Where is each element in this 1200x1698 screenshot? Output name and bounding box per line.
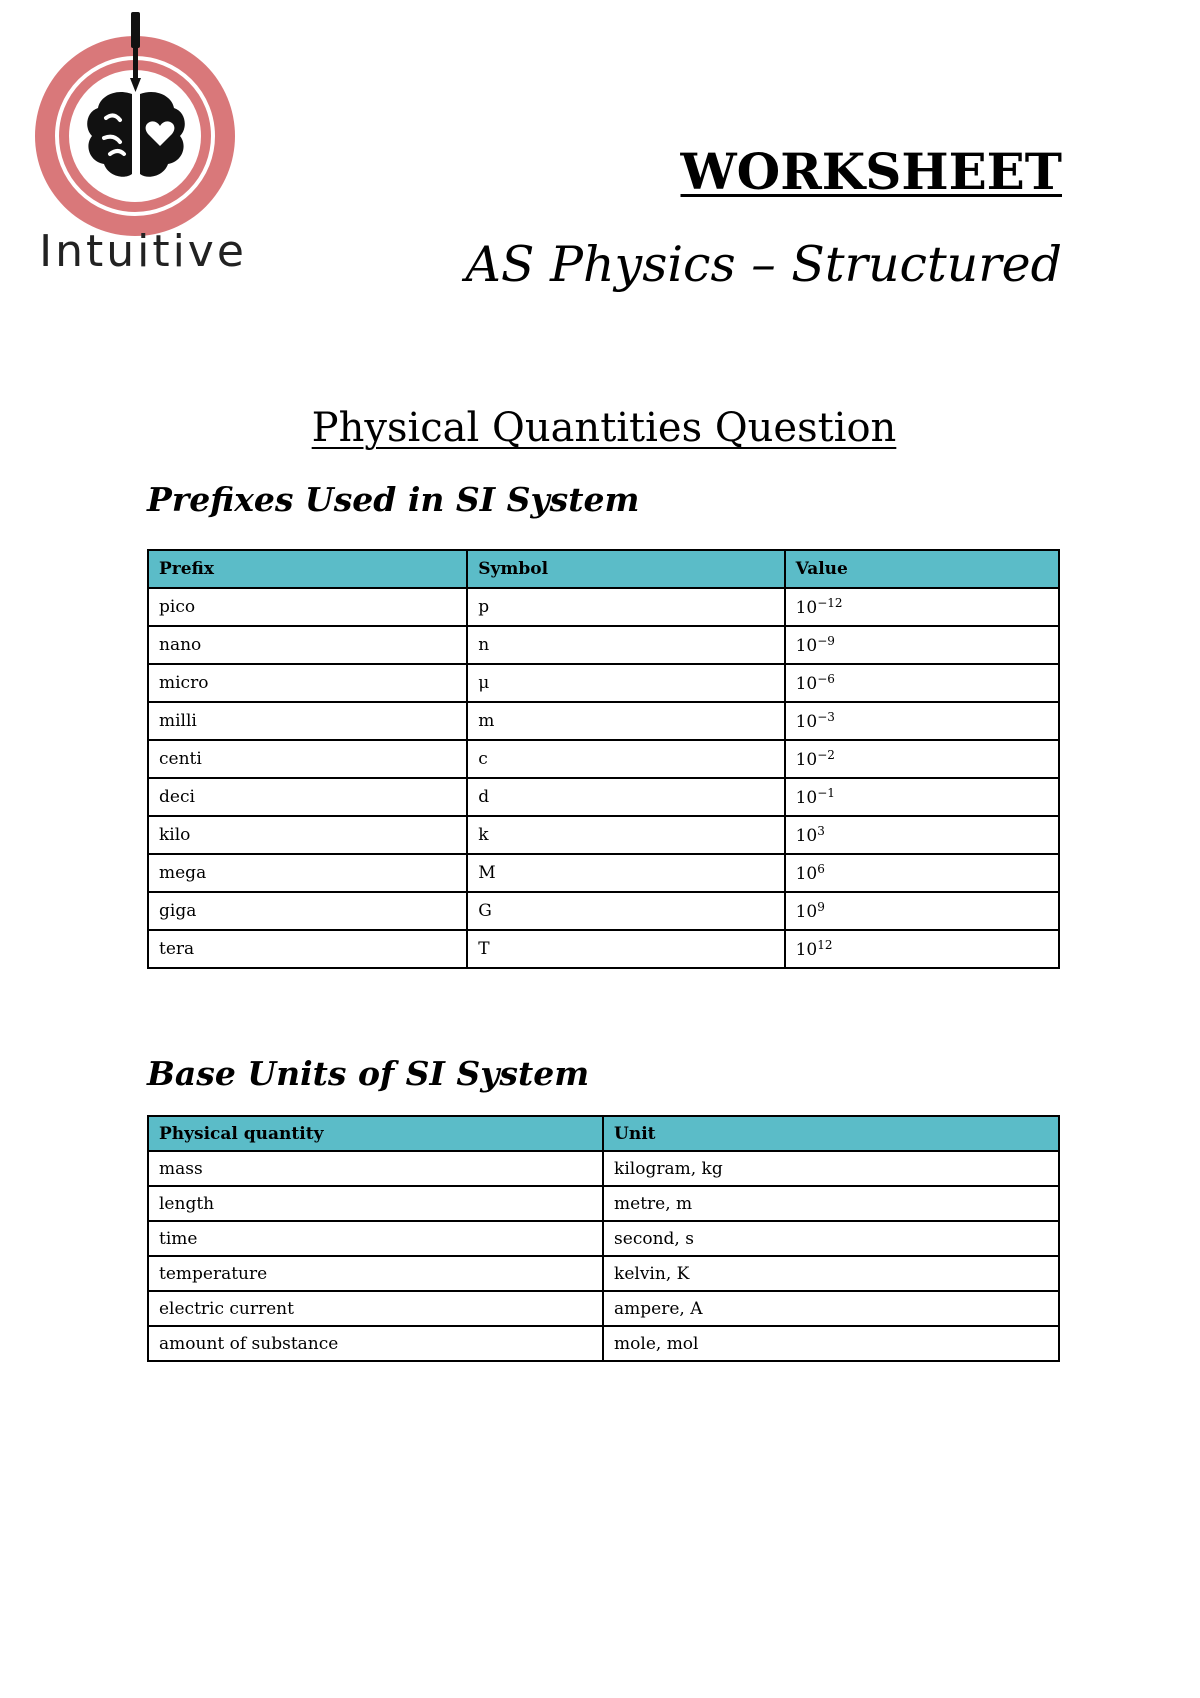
prefix-cell: deci: [148, 778, 467, 816]
worksheet-title: WORKSHEET: [680, 142, 1062, 201]
unit-cell: kelvin, K: [603, 1256, 1059, 1291]
symbol-cell: d: [467, 778, 784, 816]
value-cell: $10^{12}$: [785, 930, 1059, 968]
quantity-cell: temperature: [148, 1256, 603, 1291]
quantity-cell: mass: [148, 1151, 603, 1186]
prefix-cell: micro: [148, 664, 467, 702]
column-header-prefix: Prefix: [148, 550, 467, 588]
table-row: [148, 854, 1059, 892]
value-cell: $10^{-1}$: [785, 778, 1059, 816]
prefixes-table: [147, 549, 1060, 969]
table-row: [148, 588, 1059, 626]
symbol-cell: G: [467, 892, 784, 930]
prefix-cell: tera: [148, 930, 467, 968]
table-row: [148, 740, 1059, 778]
prefix-cell: mega: [148, 854, 467, 892]
prefix-cell: milli: [148, 702, 467, 740]
symbol-cell: μ: [467, 664, 784, 702]
symbol-cell: m: [467, 702, 784, 740]
table-row: [148, 1186, 1059, 1221]
value-cell: $10^{-9}$: [785, 626, 1059, 664]
table-row: [148, 1326, 1059, 1361]
value-cell: $10^{-3}$: [785, 702, 1059, 740]
brain-pen-icon: [20, 8, 250, 238]
course-subtitle: AS Physics – Structured: [465, 236, 1062, 293]
table-row: [148, 1256, 1059, 1291]
table-row: [148, 778, 1059, 816]
prefix-cell: nano: [148, 626, 467, 664]
prefix-cell: kilo: [148, 816, 467, 854]
symbol-cell: M: [467, 854, 784, 892]
symbol-cell: c: [467, 740, 784, 778]
column-header-value: Value: [785, 550, 1059, 588]
value-cell: $10^9$: [785, 892, 1059, 930]
column-header-unit: Unit: [603, 1116, 1059, 1151]
table-row: [148, 892, 1059, 930]
logo-text: Intuitive: [39, 226, 247, 277]
prefix-cell: pico: [148, 588, 467, 626]
value-cell: $10^3$: [785, 816, 1059, 854]
column-header-physical-quantity: Physical quantity: [148, 1116, 603, 1151]
document-title: Physical Quantities Question: [311, 405, 897, 451]
intuitive-logo: [20, 8, 250, 278]
symbol-cell: k: [467, 816, 784, 854]
table-row: [148, 702, 1059, 740]
unit-cell: mole, mol: [603, 1326, 1059, 1361]
table-row: [148, 1291, 1059, 1326]
symbol-cell: T: [467, 930, 784, 968]
table-header-row: [148, 550, 1059, 588]
symbol-cell: p: [467, 588, 784, 626]
symbol-cell: n: [467, 626, 784, 664]
quantity-cell: length: [148, 1186, 603, 1221]
base-units-table: [147, 1115, 1060, 1362]
quantity-cell: electric current: [148, 1291, 603, 1326]
quantity-cell: amount of substance: [148, 1326, 603, 1361]
unit-cell: kilogram, kg: [603, 1151, 1059, 1186]
unit-cell: second, s: [603, 1221, 1059, 1256]
unit-cell: ampere, A: [603, 1291, 1059, 1326]
table-row: [148, 664, 1059, 702]
prefix-cell: centi: [148, 740, 467, 778]
value-cell: $10^{-12}$: [785, 588, 1059, 626]
quantity-cell: time: [148, 1221, 603, 1256]
table-row: [148, 626, 1059, 664]
table-row: [148, 1221, 1059, 1256]
table-row: [148, 1151, 1059, 1186]
value-cell: $10^6$: [785, 854, 1059, 892]
unit-cell: metre, m: [603, 1186, 1059, 1221]
prefix-cell: giga: [148, 892, 467, 930]
prefixes-heading: Prefixes Used in SI System: [147, 480, 640, 519]
table-header-row: [148, 1116, 1059, 1151]
value-cell: $10^{-2}$: [785, 740, 1059, 778]
table-row: [148, 930, 1059, 968]
base-units-heading: Base Units of SI System: [147, 1054, 590, 1093]
table-row: [148, 816, 1059, 854]
value-cell: $10^{-6}$: [785, 664, 1059, 702]
column-header-symbol: Symbol: [467, 550, 784, 588]
